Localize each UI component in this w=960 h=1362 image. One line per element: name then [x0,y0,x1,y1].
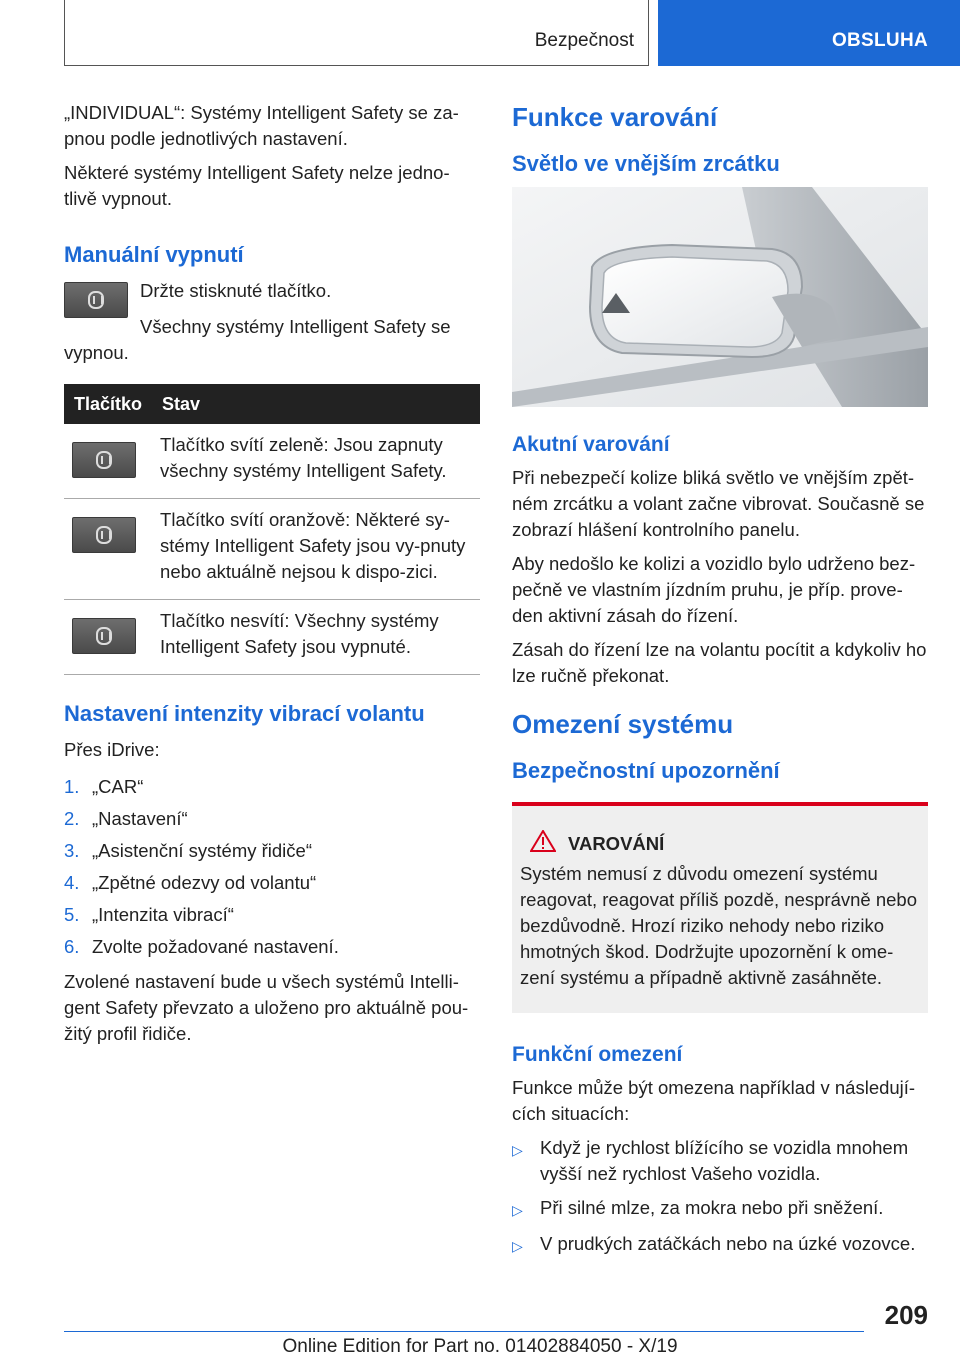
warning-title [520,830,920,857]
warning-box [512,802,928,1013]
subsection-heading: Funkční omezení [512,1043,683,1066]
chapter-heading: Omezení systému [512,709,734,739]
list-item: 5. „Intenzita vibrací“ [64,904,234,925]
list-item: ▷ Při silné mlze, za mokra nebo při sněžení. [512,1195,928,1223]
button-off-icon [72,618,136,654]
triangle-bullet-icon: ▷ [512,1142,523,1158]
button-green-icon [72,442,136,478]
steps-list [64,771,480,963]
footer-divider [64,1331,864,1332]
paragraph: Funkce může být omezena například v následují-cích situacích: [512,1077,916,1124]
table-row [64,499,480,600]
list-item: 1. „CAR“ [64,776,144,797]
button-state-table [64,384,480,675]
header-section: Bezpečnost [534,30,634,51]
paragraph: „INDIVIDUAL“: Systémy Intelligent Safety se za-pnou podle jednotlivých nastavení. [64,102,459,149]
paragraph: Aby nedošlo ke kolizi a vozidlo bylo udrženo bez-pečně ve vlastním jízdním pruhu, je příp. prove-den aktivní zásah do řízení. [512,553,916,626]
warning-title-text: VAROVÁNÍ [568,832,665,854]
paragraph: Držte stisknuté tlačítko. [140,280,332,301]
triangle-bullet-icon: ▷ [512,1202,523,1218]
warning-text: Systém nemusí z důvodu omezení systému reagovat, reagovat příliš pozdě, nesprávně nebo bezdůvodně. Hrozí riziko nehody nebo riziko hmotných škod. Dodržujte upozornění k ome-zení systému a případně aktivně zasáhněte. [520,863,917,988]
warning-triangle-icon [530,830,556,857]
table-header: Tlačítko [64,384,152,424]
table-row [64,424,480,499]
side-mirror-illustration [512,187,928,407]
paragraph: Při nebezpečí kolize bliká světlo ve vnějším zpět-ném zrcátku a volant začne vibrovat. Současně se zobrazí hlášení kontrolního panelu. [512,467,925,540]
header-chapter-box [658,0,960,66]
paragraph: Některé systémy Intelligent Safety nelze jedno-tlivě vypnout. [64,162,450,209]
page-number: 209 [884,1300,928,1330]
button-orange-icon [72,517,136,553]
chapter-heading: Funkce varování [512,102,718,132]
manual-off-block [64,278,480,318]
header-chapter: OBSLUHA [831,30,928,51]
intelligent-safety-button-icon [64,282,128,318]
list-item: 3. „Asistenční systémy řidiče“ [64,840,312,861]
list-item: 2. „Nastavení“ [64,808,188,829]
section-heading: Bezpečnostní upozornění [512,758,780,783]
list-item: 4. „Zpětné odezvy od volantu“ [64,872,317,893]
section-heading: Nastavení intenzity vibrací volantu [64,701,425,726]
manual-text: Všechny systémy Intelligent Safety se vypnou. [64,316,451,363]
table-cell: Tlačítko svítí zeleně: Jsou zapnuty všechny systémy Intelligent Safety. [152,424,480,499]
right-column [512,100,928,1267]
table-row [64,600,480,675]
section-heading: Manuální vypnutí [64,242,244,267]
paragraph: Zvolené nastavení bude u všech systémů Intelli-gent Safety převzato a uloženo pro aktuálně pou-žitý profil řidiče. [64,971,469,1044]
table-cell: Tlačítko nesvítí: Všechny systémy Intelligent Safety jsou vypnuté. [152,600,480,675]
bullet-list [512,1135,928,1259]
list-item: ▷ V prudkých zatáčkách nebo na úzké vozovce. [512,1231,928,1259]
left-column [64,100,480,1055]
footer-edition: Online Edition for Part no. 01402884050 - X/19 [282,1336,678,1357]
header-section-box [64,0,649,66]
list-item: 6. Zvolte požadované nastavení. [64,936,339,957]
paragraph [64,314,480,366]
list-item: ▷ Když je rychlost blížícího se vozidla mnohem vyšší než rychlost Vašeho vozidla. [512,1135,928,1187]
section-heading: Světlo ve vnějším zrcátku [512,151,780,176]
paragraph: Zásah do řízení lze na volantu pocítit a kdykoliv ho lze ručně překonat. [512,639,927,686]
subsection-heading: Akutní varování [512,433,670,456]
table-cell: Tlačítko svítí oranžově: Některé sy-stémy Intelligent Safety jsou vy-pnuty nebo aktuálně nejsou k dispo-zici. [152,499,480,600]
triangle-bullet-icon: ▷ [512,1238,523,1254]
table-header: Stav [152,384,480,424]
paragraph: Přes iDrive: [64,739,160,760]
